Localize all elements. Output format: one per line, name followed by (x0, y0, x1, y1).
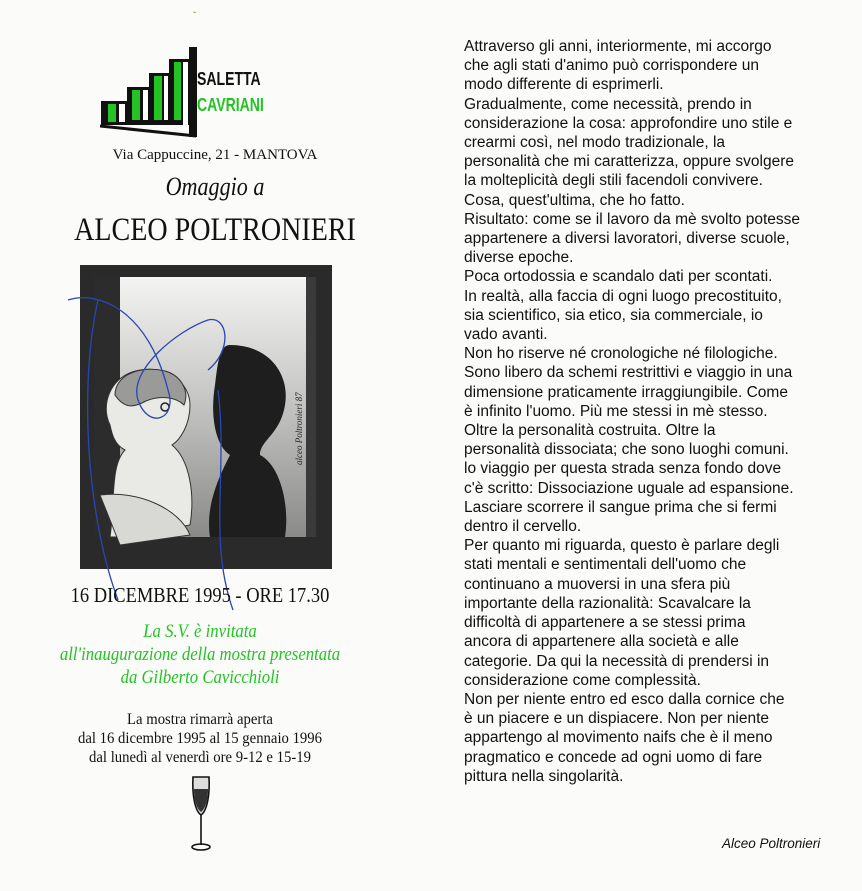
statement-line: Attraverso gli anni, interiormente, mi accorgo (464, 38, 772, 55)
info-line: dal 16 dicembre 1995 al 15 gennaio 1996 (77, 730, 323, 747)
artist-statement (464, 37, 844, 786)
statement-line: la molteplicità degli stili facendoli convivere. (464, 172, 763, 190)
statement-line: difficoltà di appartenere a se stessi prima (464, 614, 746, 632)
statement-line: c'è scritto: Dissociazione uguale ad espansione. (464, 479, 794, 497)
statement-line: diverse epoche. (464, 249, 574, 267)
info-line: La mostra rimarrà aperta (127, 711, 273, 728)
statement-line: che agli stati d'animo può corrispondere un (464, 57, 760, 75)
statement-line: categorie. Da qui la necessità di prendersi in (464, 652, 770, 670)
artwork-signature: alceo Poltronieri 87 (294, 392, 304, 465)
statement-signature: Alceo Poltronieri (722, 836, 821, 851)
statement-line: personalità che mi caratterizza, oppure svolgere (464, 153, 794, 171)
champagne-glass-icon (188, 775, 214, 853)
statement-line: sia scientifico, sia etico, sia commerciale, io (464, 306, 763, 324)
paper-mark: ˇ (193, 11, 197, 22)
artwork-image (80, 265, 332, 569)
statement-line: Poca ortodossia e scandalo dati per scontati. (464, 268, 773, 286)
invite-line: all'inaugurazione della mostra presentata (59, 644, 341, 665)
artist-name: ALCEO POLTRONIERI (74, 212, 356, 248)
statement-line: pittura nella singolarità. (464, 767, 624, 785)
invite-line: La S.V. è invitata (143, 621, 257, 642)
statement-line: Lasciare scorrere il sangue prima che si fermi (464, 498, 777, 516)
statement-line: modo differente di esprimerli. (464, 76, 664, 94)
gallery-address: Via Cappuccine, 21 - MANTOVA (112, 147, 318, 163)
statement-line: Oltre la personalità costruita. Oltre la (464, 422, 716, 440)
statement-line: Cosa, quest'ultima, che ho fatto. (464, 191, 685, 209)
statement-line: Risultato: come se il lavoro da mè svolto potesse (464, 210, 800, 228)
info-line: dal lunedì al venerdì ore 9-12 e 15-19 (89, 749, 311, 766)
statement-line: è un piacere e un dispiacere. Non per niente (464, 710, 770, 728)
gallery-name-line2: CAVRIANI (197, 95, 264, 115)
gallery-name-line1: SALETTA (197, 69, 261, 89)
statement-line: appartenere a diversi lavoratori, diverse scuole, (464, 230, 790, 248)
statement-line: Gradualmente, come necessità, prendo in (464, 95, 752, 113)
statement-line: è infinito l'uomo. Più me stessi in mè stesso. (464, 402, 768, 420)
statement-line: Per quanto mi riguarda, questo è parlare degli (464, 537, 780, 555)
statement-line: dimensione praticamente irraggiungibile. Come (464, 383, 788, 401)
statement-line: continuano a muoversi in una sfera più (464, 575, 731, 593)
event-date: 16 DICEMBRE 1995 - ORE 17.30 (70, 583, 330, 607)
statement-line: personalità dissociata; che sono luoghi comuni. (464, 441, 789, 459)
invite-line: da Gilberto Cavicchioli (120, 667, 280, 688)
statement-line: considerazione come complessità. (464, 671, 701, 689)
omaggio-heading: Omaggio a (165, 172, 265, 201)
statement-line: considerazione la cosa: approfondire uno stile e (464, 114, 793, 132)
exhibition-info (16, 710, 384, 767)
left-panel (0, 0, 430, 891)
statement-line: importante della razionalità: Scavalcare la (464, 594, 751, 612)
statement-line: Non ho riserve né cronologiche né filologiche. (464, 345, 778, 363)
statement-line: dentro il cervello. (464, 518, 582, 536)
statement-line: In realtà, alla faccia di ogni luogo precostituito, (464, 287, 782, 305)
statement-line: ancora di appartenere alla società e alle (464, 633, 739, 651)
statement-line: lo viaggio per questa strada senza fondo dove (464, 460, 782, 478)
statement-line: pragmatico e concede ad ogni uomo di fare (464, 748, 763, 766)
statement-line: appartengo al movimento naifs che è il meno (464, 729, 773, 747)
invite-text (24, 620, 376, 689)
statement-line: Non per niente entro ed esco dalla cornice che (464, 690, 785, 708)
statement-line: stati mentali e sentimentali dell'uomo che (464, 556, 747, 574)
statement-line: Sono libero da schemi restrittivi e viaggio in una (464, 364, 793, 382)
statement-line: vado avanti. (464, 326, 548, 344)
statement-line: crearmi così, nel modo tradizionale, la (464, 134, 726, 152)
gallery-name (197, 66, 264, 118)
